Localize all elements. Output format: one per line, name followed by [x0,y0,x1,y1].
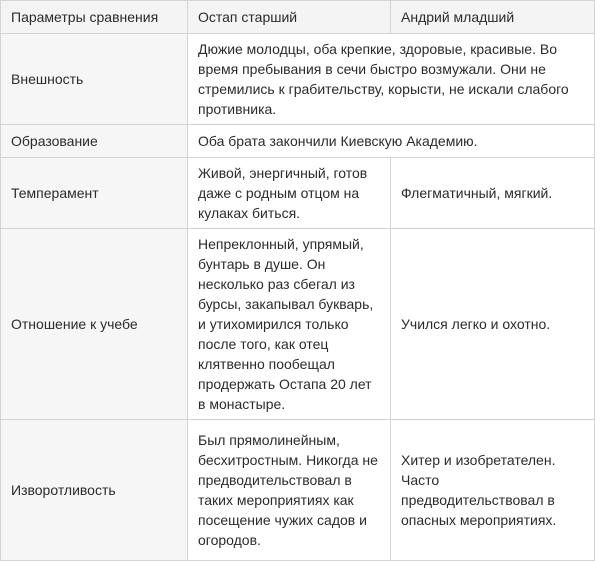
cell-shared-appearance: Дюжие молодцы, оба крепкие, здоровые, красивые. Во время пребывания в сечи быстро возмужали. Они не стремились к грабительству, корысти, не искали слабого противника. [188,34,595,125]
row-param-temperament: Темперамент [1,158,188,229]
cell-shared-education: Оба брата закончили Киевскую Академию. [188,125,595,158]
row-param-study: Отношение к учебе [1,229,188,420]
cell-ostap-study: Непреклонный, упрямый, бунтарь в душе. Он несколько раз сбегал из бурсы, закапывал букварь, и утихомирился только после того, как отец клятвенно пообещал продержать Остапа 20 лет в монастыре. [188,229,391,420]
row-param-resourcefulness: Изворотливость [1,420,188,561]
table-row [1,158,595,229]
cell-andriy-resourcefulness: Хитер и изобретателен. Часто предводительствовал в опасных мероприятиях. [391,420,595,561]
header-parameters: Параметры сравнения [1,1,188,34]
cell-andriy-study: Учился легко и охотно. [391,229,595,420]
cell-andriy-temperament: Флегматичный, мягкий. [391,158,595,229]
cell-ostap-resourcefulness: Был прямолинейным, бесхитростным. Никогда не предводительствовал в таких мероприятиях как посещение чужих садов и огородов. [188,420,391,561]
table-row [1,229,595,420]
row-param-education: Образование [1,125,188,158]
header-ostap: Остап старший [188,1,391,34]
table-header-row [1,1,595,34]
row-param-appearance: Внешность [1,34,188,125]
table-row [1,34,595,125]
table-row [1,420,595,561]
header-andriy: Андрий младший [391,1,595,34]
cell-ostap-temperament: Живой, энергичный, готов даже с родным отцом на кулаках биться. [188,158,391,229]
table-row [1,125,595,158]
